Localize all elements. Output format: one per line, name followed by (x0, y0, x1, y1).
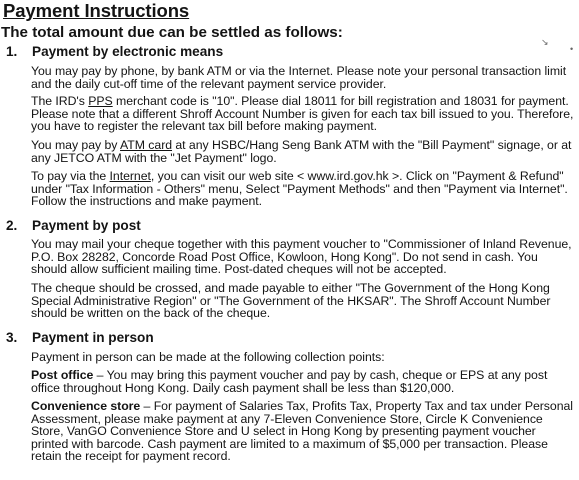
paragraph-text: The IRD's (31, 94, 89, 108)
paragraph: You may mail your cheque together with this payment voucher to "Commissioner of Inland Revenue, P.O. Box 28282, Concorde Road Post Office, Kowloon, Hong Kong". Do not send in cash. You should allow sufficient mailing time. Post-dated cheques will not be accepted. (31, 237, 572, 277)
section-heading-person (6, 330, 154, 345)
paragraph-atm (31, 139, 576, 164)
underlined-term: Internet (109, 169, 151, 183)
section-heading-text: Payment in person (32, 330, 154, 345)
collection-point-post-office (31, 369, 576, 394)
collection-point-text: – For payment of Salaries Tax, Profits Tax, Property Tax and tax under Personal Assessment, please make payment at any 7-Eleven Convenience Store, Circle K Convenience Store, VanGO Convenience Store and U select in Hong Kong by presenting payment voucher printed with barcode. Cash payment are limited to a maximum of $5,000 per transaction. Please retain the receipt for payment record. (31, 399, 573, 464)
section-heading-electronic (6, 44, 223, 59)
paragraph-text: To pay via the (31, 169, 110, 183)
underlined-term: ATM card (120, 138, 173, 152)
scan-speck: • (570, 44, 574, 54)
collection-point-label: Post office (31, 368, 94, 382)
paragraph: The cheque should be crossed, and made payable to either "The Government of the Hong Kong Special Administrative Region" or "The Government of the HKSAR". The Shroff Account Number should be written on the back of the cheque. (31, 281, 551, 321)
section-heading-text: Payment by post (32, 218, 141, 233)
collection-point-text: – You may bring this payment voucher and pay by cash, cheque or EPS at any post office throughout Hong Kong. Daily cash payment shall be less than $120,000. (31, 368, 548, 395)
paragraph-internet (31, 170, 576, 208)
scan-speck: ↘ (541, 37, 549, 47)
paragraph-text: merchant code is "10". Please dial 18011 for bill registration and 18031 for payment. Please note that a different Shroff Account Number is given for each tax bill issued to you. Therefore, you have to register the relevant tax bill before making payment. (31, 94, 574, 134)
intro-text: The total amount due can be settled as follows: (1, 24, 343, 41)
paragraph-text: You may pay by (31, 138, 121, 152)
page-title: Payment Instructions (3, 0, 190, 21)
section-number: 3. (6, 330, 18, 345)
section-heading-text: Payment by electronic means (32, 44, 224, 59)
section-heading-post (6, 218, 141, 233)
section-number: 2. (6, 218, 18, 233)
paragraph-text: at any HSBC/Hang Seng Bank ATM with the "Bill Payment" signage, or at any JETCO ATM with the "Jet Payment" logo. (31, 138, 572, 165)
paragraph-text: , you can visit our web site < www.ird.gov.hk >. Click on "Payment & Refund" under "Tax Information - Others" menu, Select "Payment Methods" and then "Payment via Internet". Follow the instructions and make payment. (31, 169, 568, 209)
collection-point-label: Convenience store (31, 399, 141, 413)
paragraph: You may pay by phone, by bank ATM or via the Internet. Please note your personal transaction limit and the daily cut-off time of the relevant payment service provider. (31, 64, 567, 91)
paragraph: Payment in person can be made at the following collection points: (31, 350, 385, 364)
underlined-term: PPS (88, 94, 113, 108)
collection-point-convenience-store (31, 400, 576, 463)
section-number: 1. (6, 44, 18, 59)
paragraph-pps (31, 95, 576, 133)
